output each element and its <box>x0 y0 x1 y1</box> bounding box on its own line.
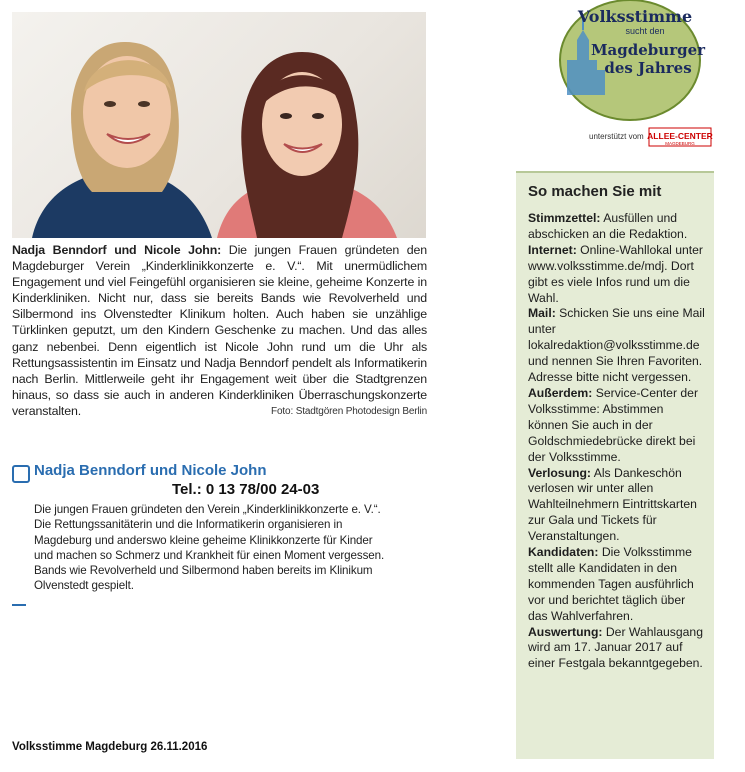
sidebar-item-label: Kandidaten: <box>528 545 599 560</box>
sidebar-list <box>528 211 706 672</box>
caption-names: Nadja Benndorf und Nicole John: <box>12 243 222 257</box>
sidebar-item-text: Schicken Sie uns eine Mail unter lokalredaktion@volksstimme.de und nennen Sie Ihren Favoriten. Adresse bitte nicht vergessen. <box>528 306 705 385</box>
badge-line2: des Jahres <box>604 59 692 77</box>
sidebar-item <box>528 386 706 466</box>
badge-sub: sucht den <box>625 26 665 36</box>
portrait-illustration <box>12 12 426 238</box>
sidebar-item <box>528 625 706 673</box>
sidebar-item-label: Stimmzettel: <box>528 211 601 225</box>
photo-caption <box>12 242 427 420</box>
sidebar-item-label: Internet: <box>528 242 577 257</box>
sidebar-item <box>528 306 706 386</box>
candidate-name: Nadja Benndorf und Nicole John <box>34 462 267 479</box>
sidebar-item <box>528 545 706 625</box>
caption-text: Die jungen Frauen gründeten den Magdeburger Verein „Kinderklinikkonzerte e. V.“. Mit unermüdlichem Engagement und viel Feingefühl organisieren sie kleine, geheime Konzerte in Kinderkliniken. Nicht nur, dass sie bereits Bands wie Revolverheld und Silbermond ins Olvenstedter Klinikum holten. Auch haben sie unzählige Türklinken geputzt, um den Kindern Geschenke zu machen. Und das alles ganz nebenbei. Denn eigentlich ist Nicole John rund um die Uhr als Rettungsassistentin im Einsatz und Nadja Benndorf pendelt als Informatikerin nach Berlin. Mittlerweile geht ihr Engagement weit über die Stadtgrenzen hinaus, so dass sie auch in anderen Kinderkliniken Überraschungskonzerte veranstalten. <box>12 243 427 418</box>
sidebar-title: So machen Sie mit <box>528 183 662 200</box>
sidebar-item-text: Als Dankeschön verlosen wir unter allen Wahlteilnehmern Eintrittskarten zur Gala und Tickets für Veranstaltungen. <box>528 465 697 544</box>
sidebar-item-label: Verlosung: <box>528 465 591 480</box>
sponsor-name: ALLEE-CENTER <box>647 131 713 141</box>
sidebar-item-text: Ausfüllen und abschicken an die Redaktion. <box>528 211 688 241</box>
source-line: Volksstimme Magdeburg 26.11.2016 <box>12 741 208 753</box>
photo-credit: Foto: Stadtgören Photodesign Berlin <box>271 405 427 417</box>
sidebar-item-label: Auswertung: <box>528 624 603 639</box>
sidebar-item <box>528 243 706 307</box>
vote-checkbox[interactable] <box>12 465 30 483</box>
sponsor-city: MAGDEBURG <box>665 141 695 146</box>
portrait-photo <box>12 12 426 238</box>
badge-support: unterstützt vom <box>589 132 644 141</box>
badge-line1: Magdeburger <box>590 41 706 59</box>
sidebar-item <box>528 466 706 546</box>
candidate-description: Die jungen Frauen gründeten den Verein „Kinderklinikkonzerte e. V.“. Die Rettungssanitäterin und die Informatikerin organisieren in Magdeburg und anderswo kleine geheime Klinikkonzerte für Kinder und machen so Schmerz und Krankheit für einen Moment vergessen. Bands wie Revolverheld und Silbermond haben bereits im Klinikum Olvenstedt gespielt. <box>34 503 385 593</box>
sidebar-item-text: Online-Wahllokal unter www.volksstimme.de/mdj. Dort gibt es viele Infos rund um die Wahl. <box>528 242 703 305</box>
campaign-badge <box>545 0 715 165</box>
sidebar-item-text: Service-Center der Volksstimme: Abstimmen können Sie auch in der Goldschmiedebrücke direkt bei der Volksstimme. <box>528 385 699 464</box>
info-sidebar <box>516 171 714 759</box>
sidebar-item-text: Die Volksstimme stellt alle Kandidaten in den kommenden Tagen ausführlich vor und berichtet täglich über das Wahlverfahren. <box>528 545 694 623</box>
badge-brand: Volksstimme <box>577 7 693 26</box>
badge-logo <box>545 0 715 165</box>
ballot-divider <box>12 604 26 606</box>
candidate-phone: Tel.: 0 13 78/00 24-03 <box>172 481 320 498</box>
sidebar-item-label: Mail: <box>528 306 556 321</box>
sidebar-item-label: Außerdem: <box>528 385 593 400</box>
sidebar-item <box>528 211 706 243</box>
sidebar-item-text: Der Wahlausgang wird am 17. Januar 2017 auf einer Festgala bekanntgegeben. <box>528 624 703 671</box>
